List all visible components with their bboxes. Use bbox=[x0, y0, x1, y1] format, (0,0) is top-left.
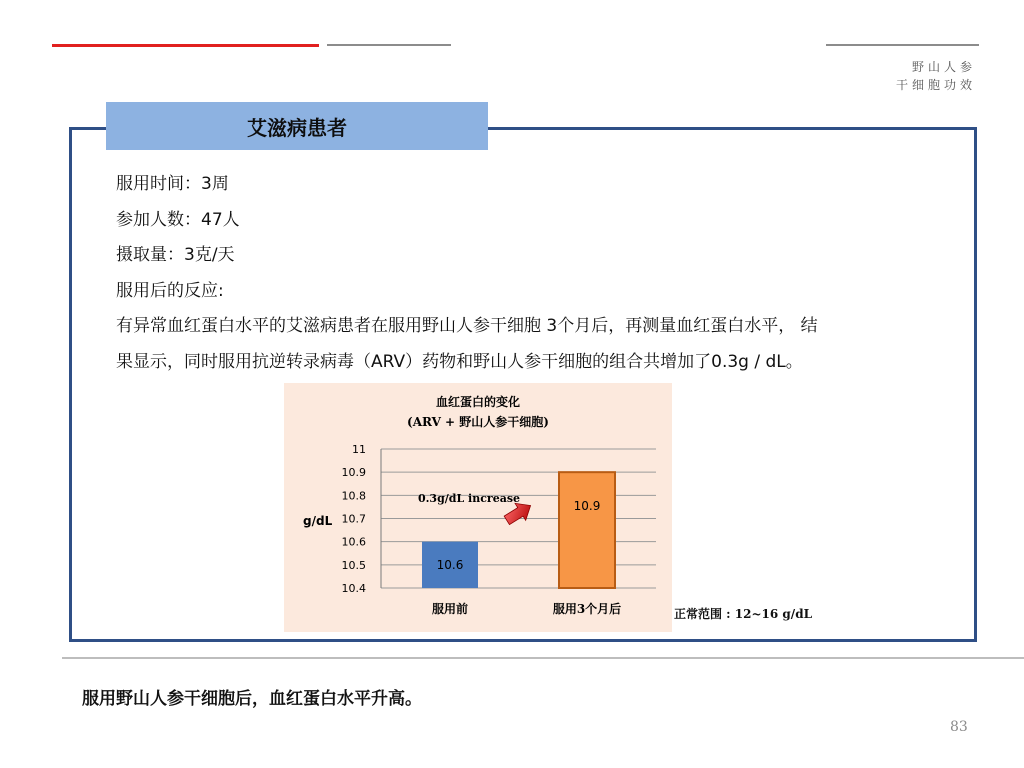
y-tick-label: 10.8 bbox=[341, 489, 366, 503]
brand-line-1: 野山人参 bbox=[911, 60, 976, 74]
bar bbox=[559, 472, 615, 588]
chart-title: 血红蛋白的变化 bbox=[435, 395, 521, 409]
header-gray-line bbox=[327, 44, 451, 46]
y-axis-label: g/dL bbox=[303, 514, 333, 528]
duration-line: 服用时间：3周 bbox=[116, 174, 229, 194]
header-gray-line-right bbox=[826, 44, 979, 46]
reaction-label: 服用后的反应: bbox=[116, 280, 224, 301]
hemoglobin-chart bbox=[284, 383, 672, 632]
y-tick-label: 10.7 bbox=[341, 512, 366, 526]
y-tick-label: 10.4 bbox=[341, 582, 366, 595]
y-tick-label: 10.9 bbox=[341, 466, 366, 480]
header-accent-red-line bbox=[52, 44, 319, 47]
y-tick-label: 10.6 bbox=[341, 535, 366, 549]
y-tick-label: 10.5 bbox=[341, 558, 366, 572]
brand-caption bbox=[896, 58, 976, 94]
participants-line: 参加人数：47人 bbox=[116, 209, 240, 230]
footer-separator bbox=[62, 657, 1024, 659]
footer-summary: 服用野山人参干细胞后，血红蛋白水平升高。 bbox=[82, 689, 422, 709]
increase-annotation: 0.3g/dL increase bbox=[417, 492, 521, 505]
details-text bbox=[116, 167, 956, 380]
result-line-2: 果显示，同时服用抗逆转录病毒（ARV）药物和野山人参干细胞的组合共增加了0.3g / dL。 bbox=[116, 351, 803, 372]
intake-line: 摄取量：3克/天 bbox=[116, 245, 235, 265]
x-tick-label: 服用3个月后 bbox=[552, 602, 622, 616]
y-tick-label: 11 bbox=[352, 443, 366, 456]
page-number: 83 bbox=[950, 719, 968, 735]
brand-line-2: 干细胞功效 bbox=[895, 78, 976, 92]
bar-value-label: 10.6 bbox=[436, 557, 464, 572]
chart-subtitle: (ARV + 野山人参干细胞) bbox=[407, 415, 549, 429]
normal-range-note: 正常范围 : 12~16 g/dL bbox=[674, 607, 813, 621]
x-tick-label: 服用前 bbox=[431, 602, 469, 616]
result-line-1: 有异常血红蛋白水平的艾滋病患者在服用野山人参干细胞 3个月后，再测量血红蛋白水平， 结 bbox=[116, 316, 818, 336]
bar-value-label: 10.9 bbox=[573, 499, 601, 514]
section-title: 艾滋病患者 bbox=[106, 102, 488, 150]
